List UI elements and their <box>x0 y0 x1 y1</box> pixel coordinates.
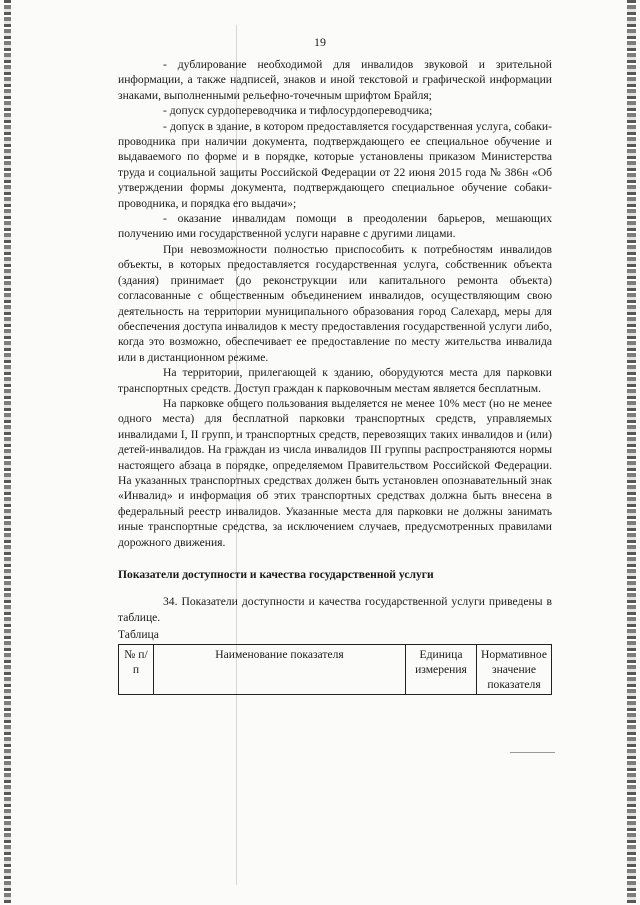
document-body <box>118 57 552 695</box>
paragraph-adaptation: При невозможности полностью приспособить к потребностям инвалидов объекты, в которых предоставляется государственная услуга, собственник объекта (здания) принимает (до реконструкции или капитального ремонта объекта) согласованные с общественным объединением инвалидов, осуществляющим свою деятельность на территории муниципального образования город Салехард, меры для обеспечения доступа инвалидов к месту предоставления государственной услуги либо, когда это возможно, обеспечивает ее предоставление по месту жительства инвалида или в дистанционном режиме. <box>118 242 552 364</box>
table-header-row <box>119 644 552 694</box>
table-caption: Таблица <box>118 628 159 642</box>
page-number: 19 <box>314 35 326 49</box>
header-indicator-name: Наименование показателя <box>154 644 406 694</box>
paragraph-parking-public: На парковке общего пользования выделяется не менее 10% мест (но не менее одного места) для бесплатной парковки транспортных средств, управляемых инвалидами I, II групп, и транспортных средств, перевозящих таких инвалидов и (или) детей-инвалидов. На граждан из числа инвалидов III группы распространяются нормы настоящего абзаца в порядке, определяемом Правительством Российской Федерации. На указанных транспортных средствах должен быть установлен опознавательный знак «Инвалид» и информация об этих транспортных средствах должна быть внесена в федеральный реестр инвалидов. Указанные места для парковки не должны занимать иные транспортные средства, за исключением случаев, предусмотренных правилами дорожного движения. <box>118 396 552 549</box>
indicators-table <box>118 644 552 695</box>
section-heading: Показатели доступности и качества государственной услуги <box>118 568 434 581</box>
paragraph-34: 34. Показатели доступности и качества государственной услуги приведены в таблице. <box>118 595 552 624</box>
header-unit: Единица измерения <box>406 644 477 694</box>
scan-edge-right <box>627 0 636 905</box>
scan-mark <box>510 752 555 753</box>
paragraph-sign-interpreter: - допуск сурдопереводчика и тифлосурдопереводчика; <box>163 104 433 118</box>
paragraph-assistance: - оказание инвалидам помощи в преодолении барьеров, мешающих получению ими государственной услуги наравне с другими лицами. <box>118 212 552 241</box>
header-normative-value: Нормативное значение показателя <box>477 644 552 694</box>
header-number: № п/п <box>119 644 154 694</box>
paragraph-guide-dog: - допуск в здание, в котором предоставляется государственная услуга, собаки-проводника при наличии документа, подтверждающего ее специальное обучение и выдаваемого по форме и в порядке, которые установлены приказом Министерства труда и социальной защиты Российской Федерации от 22 июня 2015 года № 386н «Об утверждении формы документа, подтверждающего специальное обучение собаки-проводника, и порядка его выдачи»; <box>118 119 552 210</box>
scan-edge-left <box>4 0 11 905</box>
paragraph-braille: - дублирование необходимой для инвалидов звуковой и зрительной информации, а также надписей, знаков и иной текстовой и графической информации знаками, выполненными рельефно-точечным шрифтом Брайля; <box>118 58 552 102</box>
paragraph-parking-territory: На территории, прилегающей к зданию, оборудуются места для парковки транспортных средств. Доступ граждан к парковочным местам является бесплатным. <box>118 366 552 395</box>
